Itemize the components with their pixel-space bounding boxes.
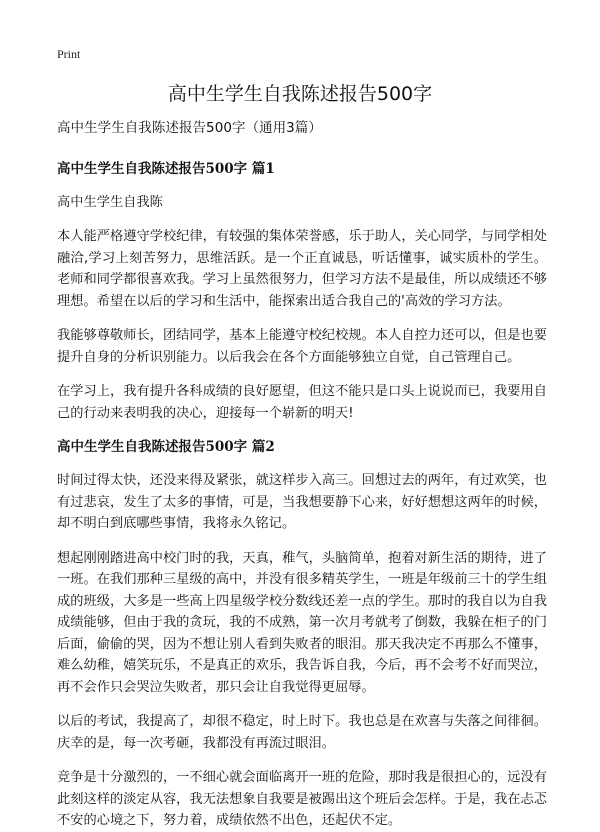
section-2-paragraph-4: 竞争是十分激烈的，一不细心就会面临离开一班的危险，那时我是很担心的，远没有此刻这样的淡定从容，我无法想象自我要是被踢出这个班后会怎样。于是，我在忐忑不安的心境之下，努力着，成绩依然不出色，还起伏不定。	[57, 770, 547, 828]
section-1-paragraph-1: 高中生学生自我陈	[57, 194, 163, 210]
section-heading-2: 高中生学生自我陈述报告500字 篇2	[57, 439, 275, 455]
section-1-paragraph-2: 本人能严格遵守学校纪律，有较强的集体荣誉感，乐于助人，关心同学，与同学相处融洽,学习上刻苦努力，思维活跃。是一个正直诚恳，听话懂事，诚实质朴的学生。老师和同学都很喜欢我。学习上虽然很努力，但学习方法不是最佳，所以成绩还不够理想。希望在以后的学习和生活中，能探索出适合我自己的'高效的学习方法。	[57, 229, 547, 309]
section-1-paragraph-4: 在学习上，我有提升各科成绩的良好愿望，但这不能只是口头上说说而已，我要用自己的行动来表明我的决心，迎接每一个崭新的明天!	[57, 384, 547, 421]
section-2-paragraph-1: 时间过得太快，还没来得及紧张，就这样步入高三。回想过去的两年，有过欢笑，也有过悲哀，发生了太多的事情，可是，当我想要静下心来，好好想想这两年的时候，却不明白到底哪些事情，我将永久铭记。	[57, 473, 547, 531]
document-subtitle: 高中生学生自我陈述报告500字（通用3篇）	[57, 120, 322, 136]
document-body	[57, 118, 547, 832]
section-heading-1: 高中生学生自我陈述报告500字 篇1	[57, 160, 275, 177]
page-title: 高中生学生自我陈述报告500字	[167, 83, 433, 105]
print-link[interactable]: Print	[57, 47, 81, 61]
section-2-paragraph-3: 以后的考试，我提高了，却很不稳定，时上时下。我也总是在欢喜与失落之间徘徊。庆幸的是，每一次考砸，我都没有再流过眼泪。	[57, 714, 547, 751]
section-1-paragraph-3: 我能够尊敬师长，团结同学，基本上能遵守校纪校规。本人自控力还可以，但是也要提升自身的分析识别能力。以后我会在各个方面能够独立自觉，自己管理自己。	[57, 328, 547, 365]
section-2-paragraph-2: 想起刚刚踏进高中校门时的我，天真，稚气，头脑简单，抱着对新生活的期待，进了一班。在我们那种三星级的高中，并没有很多精英学生，一班是年级前三十的学生组成的班级，大多是一些高上四星级学校分数线还差一点的学生。那时的我自以为自我成绩能够，但由于我的贪玩，我的不成熟，第一次月考就考了倒数，我躲在柜子的门后面，偷偷的哭，因为不想让别人看到失败者的眼泪。那天我决定不再那么不懂事，难么幼稚，嬉笑玩乐，不是真正的欢乐，我告诉自我，今后，再不会考不好而哭泣，再不会作只会哭泣失败者，那只会让自我觉得更屈辱。	[57, 550, 547, 695]
